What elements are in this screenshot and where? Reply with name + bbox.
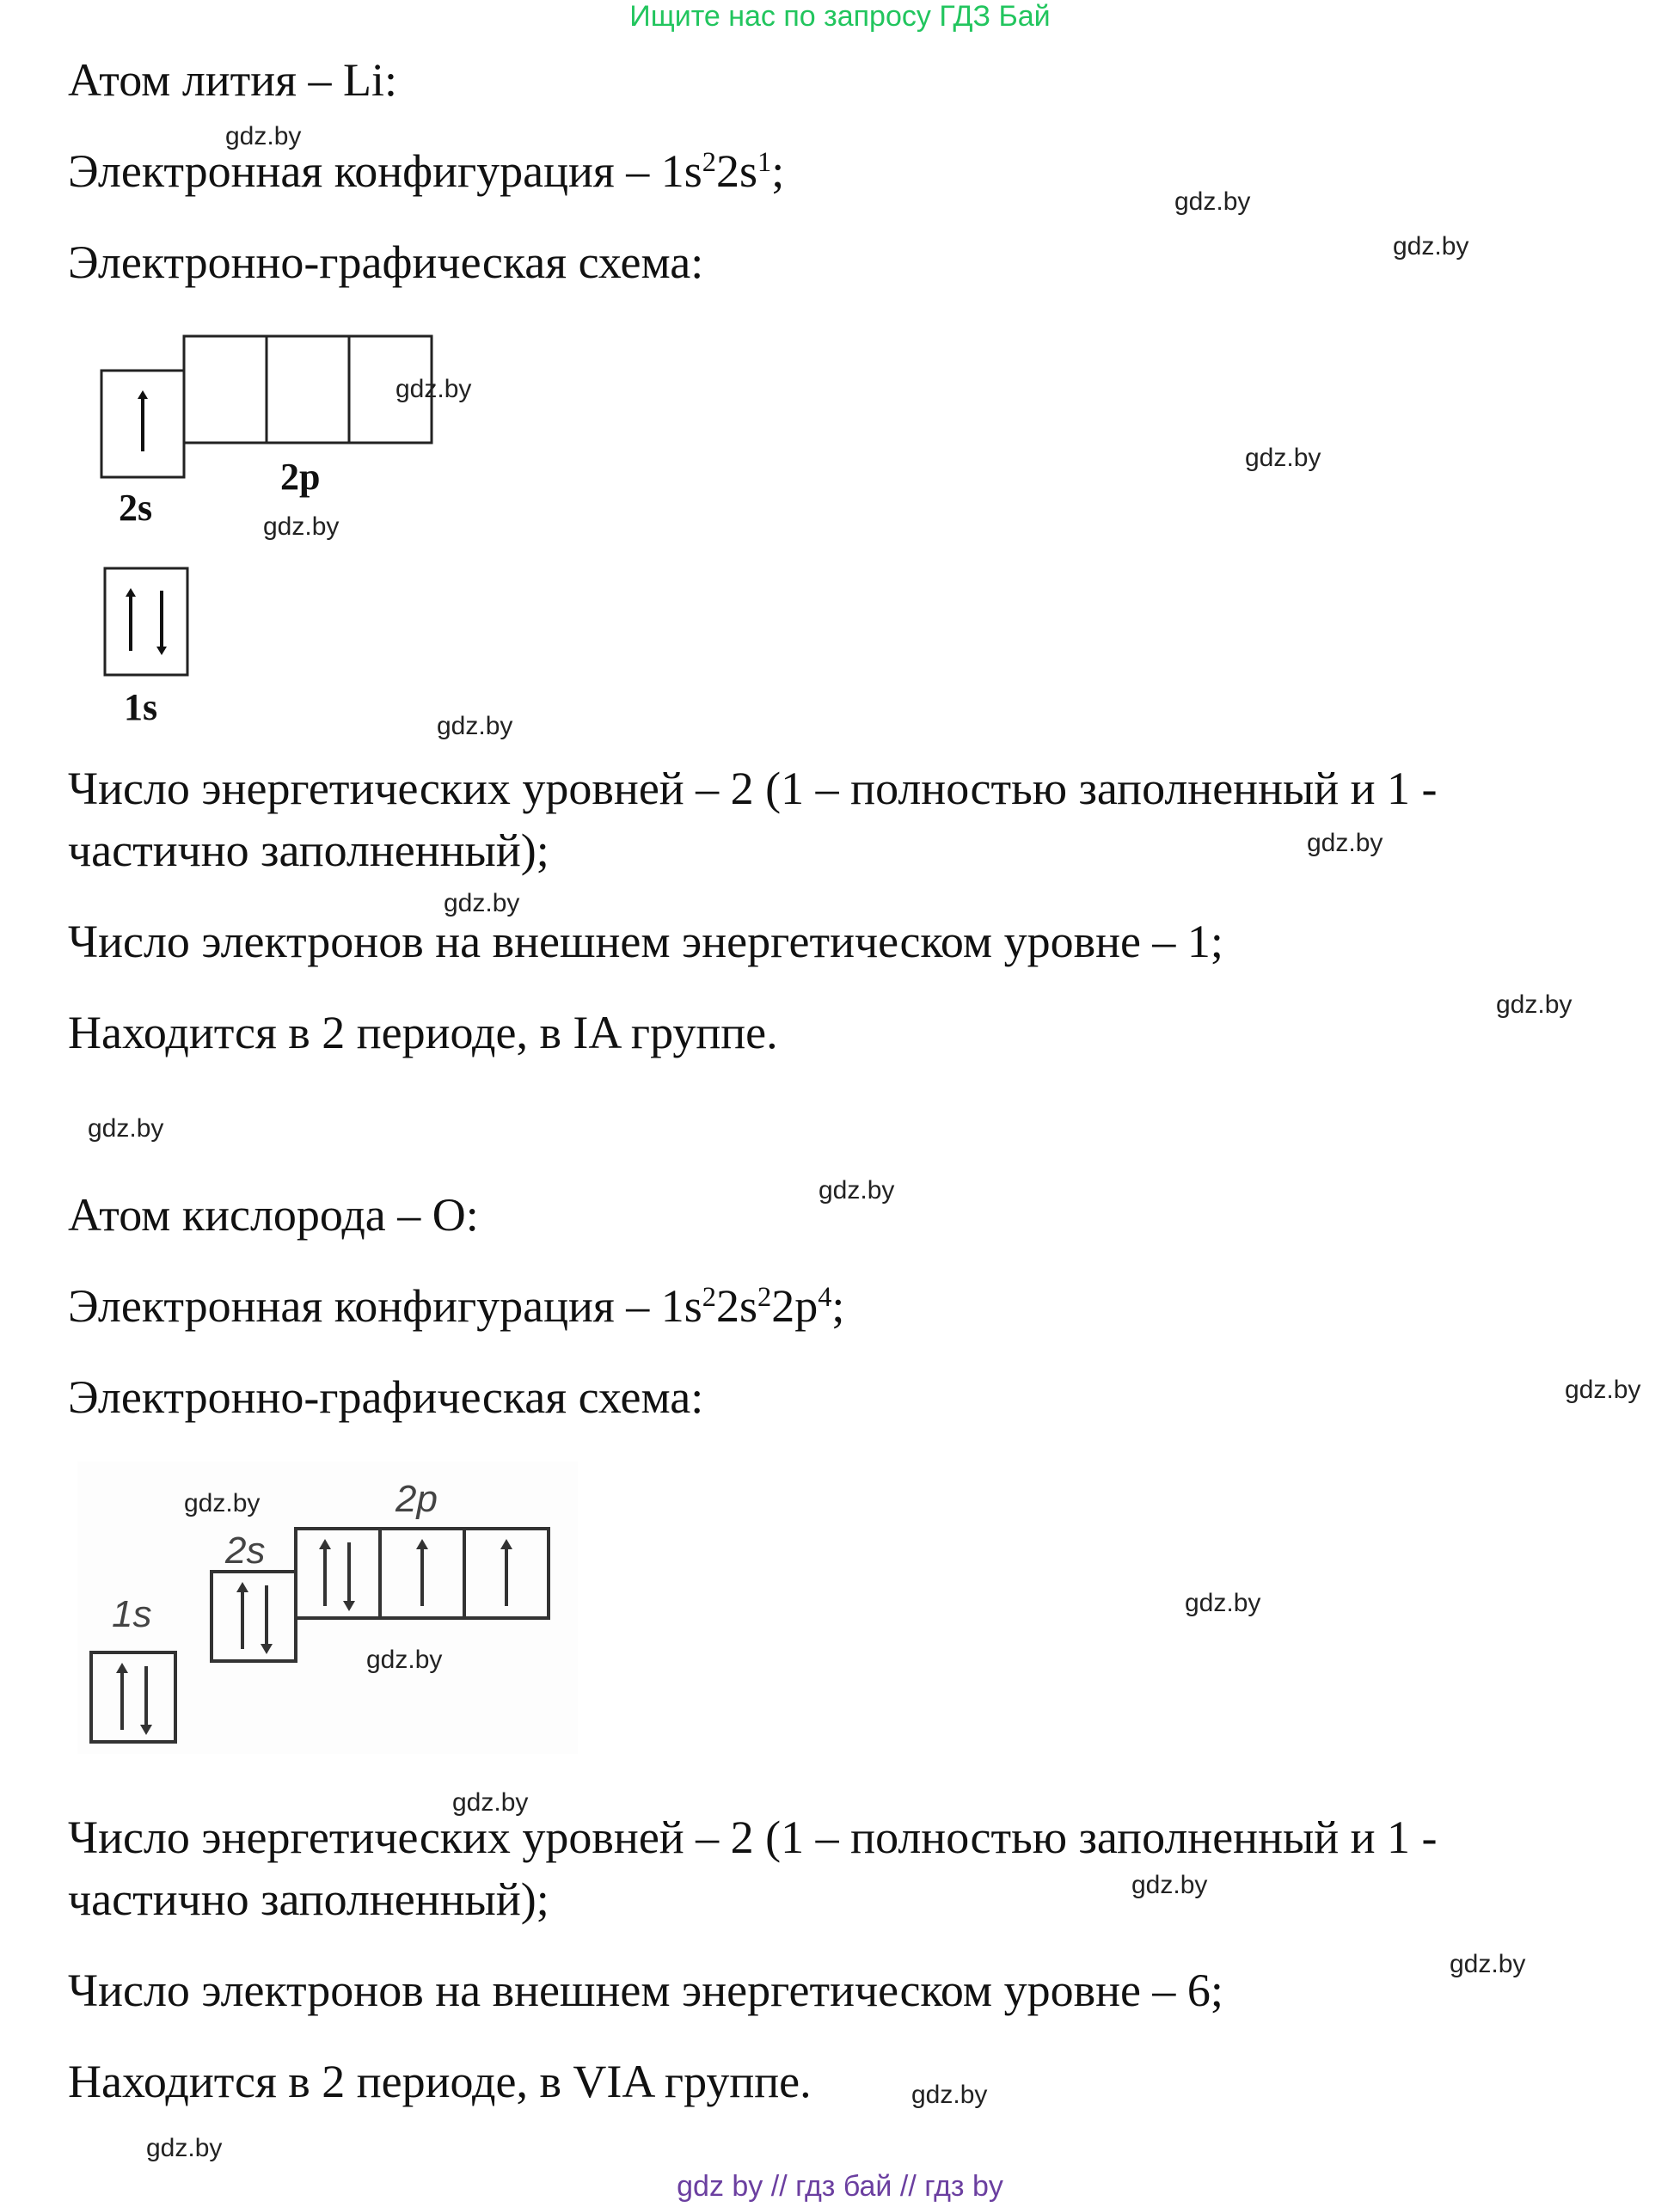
watermark: gdz.by [911, 2081, 988, 2109]
oxygen-outer-electrons: Число электронов на внешнем энергетическом уровне – 6; [68, 1965, 1223, 2016]
footer-links: gdz by // гдз бай // гдз by [677, 2170, 1003, 2203]
lithium-levels-line2: частично заполненный); [68, 825, 549, 876]
oxygen-title: Атом кислорода – O: [68, 1189, 479, 1241]
config-term-2s: $2s^2$ [715, 1280, 772, 1332]
lithium-position: Находится в 2 периоде, в IA группе. [68, 1007, 778, 1058]
orbital-1s-box [105, 568, 187, 675]
config-term-2s: $2s^1$ [715, 145, 772, 197]
oxygen-position: Находится в 2 периоде, в VIA группе. [68, 2056, 812, 2107]
lithium-scheme-label: Электронно-графическая схема: [68, 236, 704, 288]
watermark: gdz.by [225, 122, 302, 150]
label-2s: 2s [119, 487, 153, 529]
watermark: gdz.by [184, 1489, 261, 1517]
config-prefix: Электронная конфигурация – [68, 145, 661, 197]
watermark: gdz.by [1245, 444, 1321, 472]
label-2p: 2p [280, 456, 321, 498]
lithium-config: Электронная конфигурация – $1s^22s^1$; [68, 145, 785, 197]
orbital-2s-box [101, 371, 184, 477]
watermark: gdz.by [1307, 829, 1383, 857]
lithium-outer-electrons: Число электронов на внешнем энергетическом уровне – 1; [68, 916, 1223, 967]
oxygen-scheme-label: Электронно-графическая схема: [68, 1371, 704, 1423]
watermark: gdz.by [1565, 1376, 1641, 1404]
config-prefix: Электронная конфигурация – [68, 1280, 661, 1332]
label-1s: 1s [112, 1593, 152, 1635]
config-term-1s: $1s^2$ [660, 1280, 716, 1332]
lithium-levels-line1: Число энергетических уровней – 2 (1 – полностью заполненный и 1 - [68, 763, 1438, 814]
watermark: gdz.by [263, 512, 340, 541]
watermark: gdz.by [1174, 187, 1251, 216]
oxygen-levels-line1: Число энергетических уровней – 2 (1 – полностью заполненный и 1 - [68, 1812, 1438, 1863]
label-1s: 1s [124, 686, 158, 728]
label-2p: 2p [395, 1478, 438, 1520]
watermark: gdz.by [1393, 232, 1469, 261]
watermark: gdz.by [88, 1114, 164, 1143]
top-banner: Ищите нас по запросу ГДЗ Бай [629, 0, 1051, 33]
lithium-title: Атом лития – Li: [68, 54, 398, 106]
config-term-1s: $1s^2$ [660, 145, 716, 197]
watermark: gdz.by [395, 375, 472, 403]
watermark: gdz.by [1131, 1871, 1208, 1899]
watermark: gdz.by [1450, 1950, 1526, 1978]
watermark: gdz.by [819, 1176, 895, 1205]
orbital-2p-boxes [184, 336, 432, 443]
config-term-2p: $2p^4$ [771, 1280, 832, 1332]
oxygen-levels-line2: частично заполненный); [68, 1873, 549, 1925]
watermark: gdz.by [1185, 1589, 1261, 1617]
watermark: gdz.by [366, 1646, 443, 1674]
label-2s: 2s [225, 1530, 266, 1572]
watermark: gdz.by [1496, 990, 1573, 1019]
watermark: gdz.by [146, 2134, 223, 2162]
watermark: gdz.by [437, 712, 513, 740]
oxygen-orbital-diagram [77, 1462, 593, 1754]
oxygen-config: Электронная конфигурация – $1s^22s^22p^4$; [68, 1280, 845, 1332]
watermark: gdz.by [452, 1788, 529, 1817]
watermark: gdz.by [444, 889, 520, 917]
